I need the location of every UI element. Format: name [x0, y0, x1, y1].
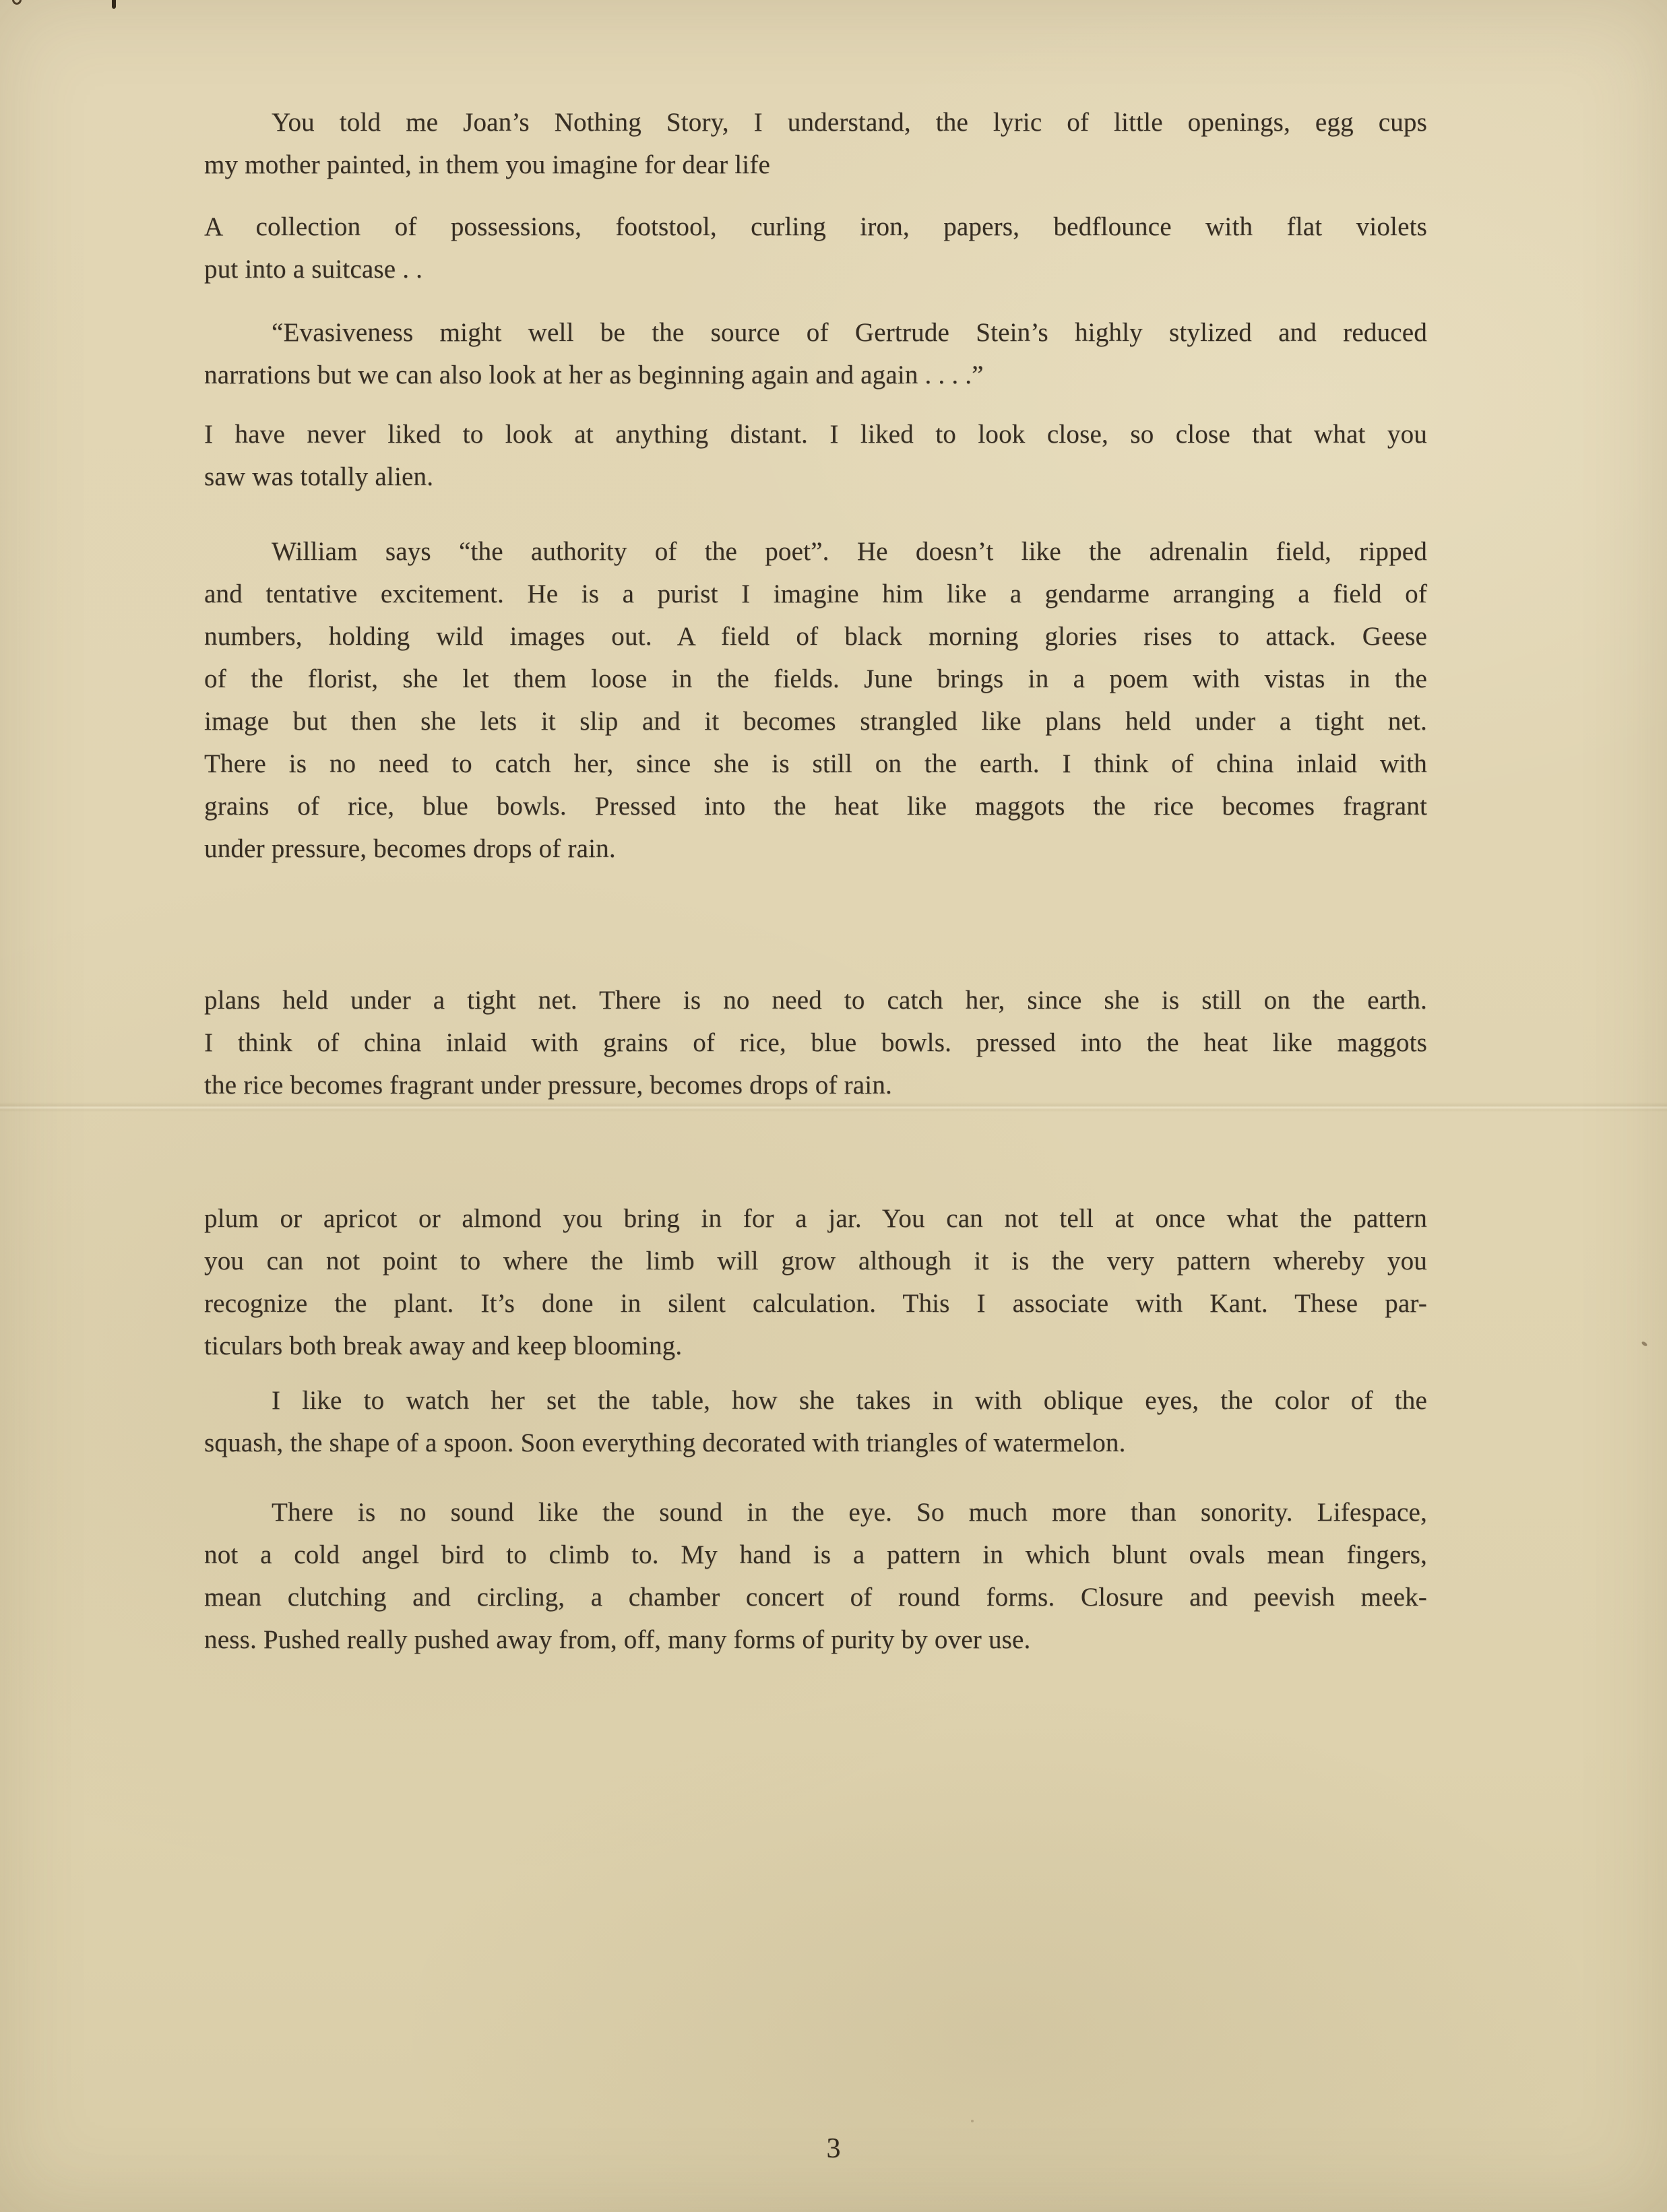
text-line: plans held under a tight net. There is no need to catch her, since she is still on the earth.	[204, 986, 1427, 1015]
text-line: plum or apricot or almond you bring in for a jar. You can not tell at once what the pattern	[204, 1204, 1427, 1233]
text-line: mean clutching and circling, a chamber concert of round forms. Closure and peevish meek-	[204, 1583, 1427, 1612]
text-line: my mother painted, in them you imagine for dear life	[204, 150, 770, 179]
text-line: You told me Joan’s Nothing Story, I understand, the lyric of little openings, egg cups	[272, 108, 1427, 137]
paragraph-4	[204, 413, 1427, 498]
text-line: grains of rice, blue bowls. Pressed into the heat like maggots the rice becomes fragrant	[204, 792, 1427, 821]
paper-speck	[1641, 1341, 1647, 1347]
text-line: ticulars both break away and keep blooming.	[204, 1331, 683, 1360]
text-line: William says “the authority of the poet”. He doesn’t like the adrenalin field, ripped	[272, 537, 1427, 566]
text-line: I think of china inlaid with grains of rice, blue bowls. pressed into the heat like maggots	[204, 1028, 1427, 1057]
text-line: not a cold angel bird to climb to. My hand is a pattern in which blunt ovals mean fingers,	[204, 1540, 1427, 1569]
text-block	[204, 0, 1427, 2212]
text-line: put into a suitcase . .	[204, 255, 423, 284]
text-line: the rice becomes fragrant under pressure, becomes drops of rain.	[204, 1071, 892, 1100]
text-line: There is no need to catch her, since she is still on the earth. I think of china inlaid with	[204, 749, 1427, 778]
page-number: 3	[826, 2133, 841, 2164]
text-line: of the florist, she let them loose in the fields. June brings in a poem with vistas in the	[204, 664, 1427, 693]
text-line: I like to watch her set the table, how she takes in with oblique eyes, the color of the	[272, 1386, 1427, 1415]
text-line: recognize the plant. It’s done in silent calculation. This I associate with Kant. These par-	[204, 1289, 1427, 1318]
text-line: ness. Pushed really pushed away from, off, many forms of purity by over use.	[204, 1625, 1031, 1654]
page-edge-mark	[12, 0, 22, 5]
text-line: squash, the shape of a spoon. Soon everything decorated with triangles of watermelon.	[204, 1428, 1126, 1457]
paragraph-7	[204, 1197, 1427, 1367]
paragraph-1	[204, 101, 1427, 186]
paragraph-9	[204, 1491, 1427, 1661]
text-line: numbers, holding wild images out. A field of black morning glories rises to attack. Geese	[204, 622, 1427, 651]
paragraph-5	[204, 530, 1427, 870]
paragraph-6	[204, 979, 1427, 1106]
paragraph-2	[204, 206, 1427, 290]
text-line: under pressure, becomes drops of rain.	[204, 834, 616, 863]
text-line: and tentative excitement. He is a purist I imagine him like a gendarme arranging a field of	[204, 579, 1427, 608]
text-line: narrations but we can also look at her as beginning again and again . . . .”	[204, 360, 984, 389]
paragraph-8	[204, 1379, 1427, 1464]
text-line: A collection of possessions, footstool, curling iron, papers, bedflounce with flat violets	[204, 212, 1427, 241]
page-edge-mark	[112, 0, 116, 9]
text-line: image but then she lets it slip and it becomes strangled like plans held under a tight net.	[204, 707, 1427, 736]
text-line: There is no sound like the sound in the eye. So much more than sonority. Lifespace,	[272, 1498, 1427, 1527]
paragraph-3	[204, 311, 1427, 396]
text-line: I have never liked to look at anything distant. I liked to look close, so close that what you	[204, 420, 1427, 449]
text-line: saw was totally alien.	[204, 462, 434, 491]
text-line: you can not point to where the limb will grow although it is the very pattern whereby you	[204, 1246, 1427, 1275]
text-line: “Evasiveness might well be the source of Gertrude Stein’s highly stylized and reduced	[272, 318, 1427, 347]
